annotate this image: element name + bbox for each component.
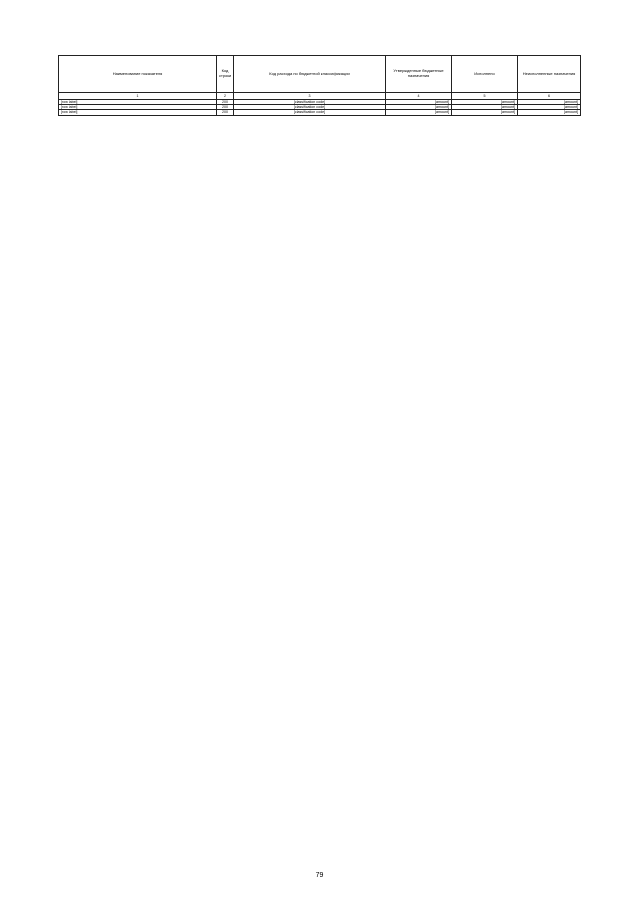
row-line-code: 200 <box>217 100 234 105</box>
budget-execution-table <box>58 55 581 116</box>
row-executed: [amount] <box>452 100 518 105</box>
row-line-code: 200 <box>217 110 234 115</box>
row-classification-code: [classification code] <box>234 100 386 105</box>
header-executed: Исполнено <box>452 56 518 93</box>
header-indicator-name: Наименование показателя <box>59 56 217 93</box>
row-approved: [amount] <box>386 105 452 110</box>
row-executed: [amount] <box>452 110 518 115</box>
row-name: [row label] <box>59 100 217 105</box>
page-number: 79 <box>315 872 324 879</box>
column-index: 1 <box>59 93 217 100</box>
row-unexecuted: [amount] <box>518 110 581 115</box>
column-index-row <box>59 93 581 100</box>
row-name: [row label] <box>59 110 217 115</box>
header-line-code: Код строки <box>217 56 234 93</box>
header-classification-code: Код расхода по бюджетной классификации <box>234 56 386 93</box>
column-index: 2 <box>217 93 234 100</box>
row-unexecuted: [amount] <box>518 105 581 110</box>
column-index: 4 <box>386 93 452 100</box>
row-classification-code: [classification code] <box>234 105 386 110</box>
row-unexecuted: [amount] <box>518 100 581 105</box>
row-approved: [amount] <box>386 110 452 115</box>
table-row <box>59 110 581 115</box>
table-header <box>59 56 581 93</box>
column-index: 3 <box>234 93 386 100</box>
row-executed: [amount] <box>452 105 518 110</box>
row-line-code: 200 <box>217 105 234 110</box>
row-approved: [amount] <box>386 100 452 105</box>
column-index: 6 <box>518 93 581 100</box>
header-approved: Утвержденные бюджетные назначения <box>386 56 452 93</box>
row-classification-code: [classification code] <box>234 110 386 115</box>
column-index: 5 <box>452 93 518 100</box>
row-name: [row label] <box>59 105 217 110</box>
header-unexecuted: Неисполненные назначения <box>518 56 581 93</box>
